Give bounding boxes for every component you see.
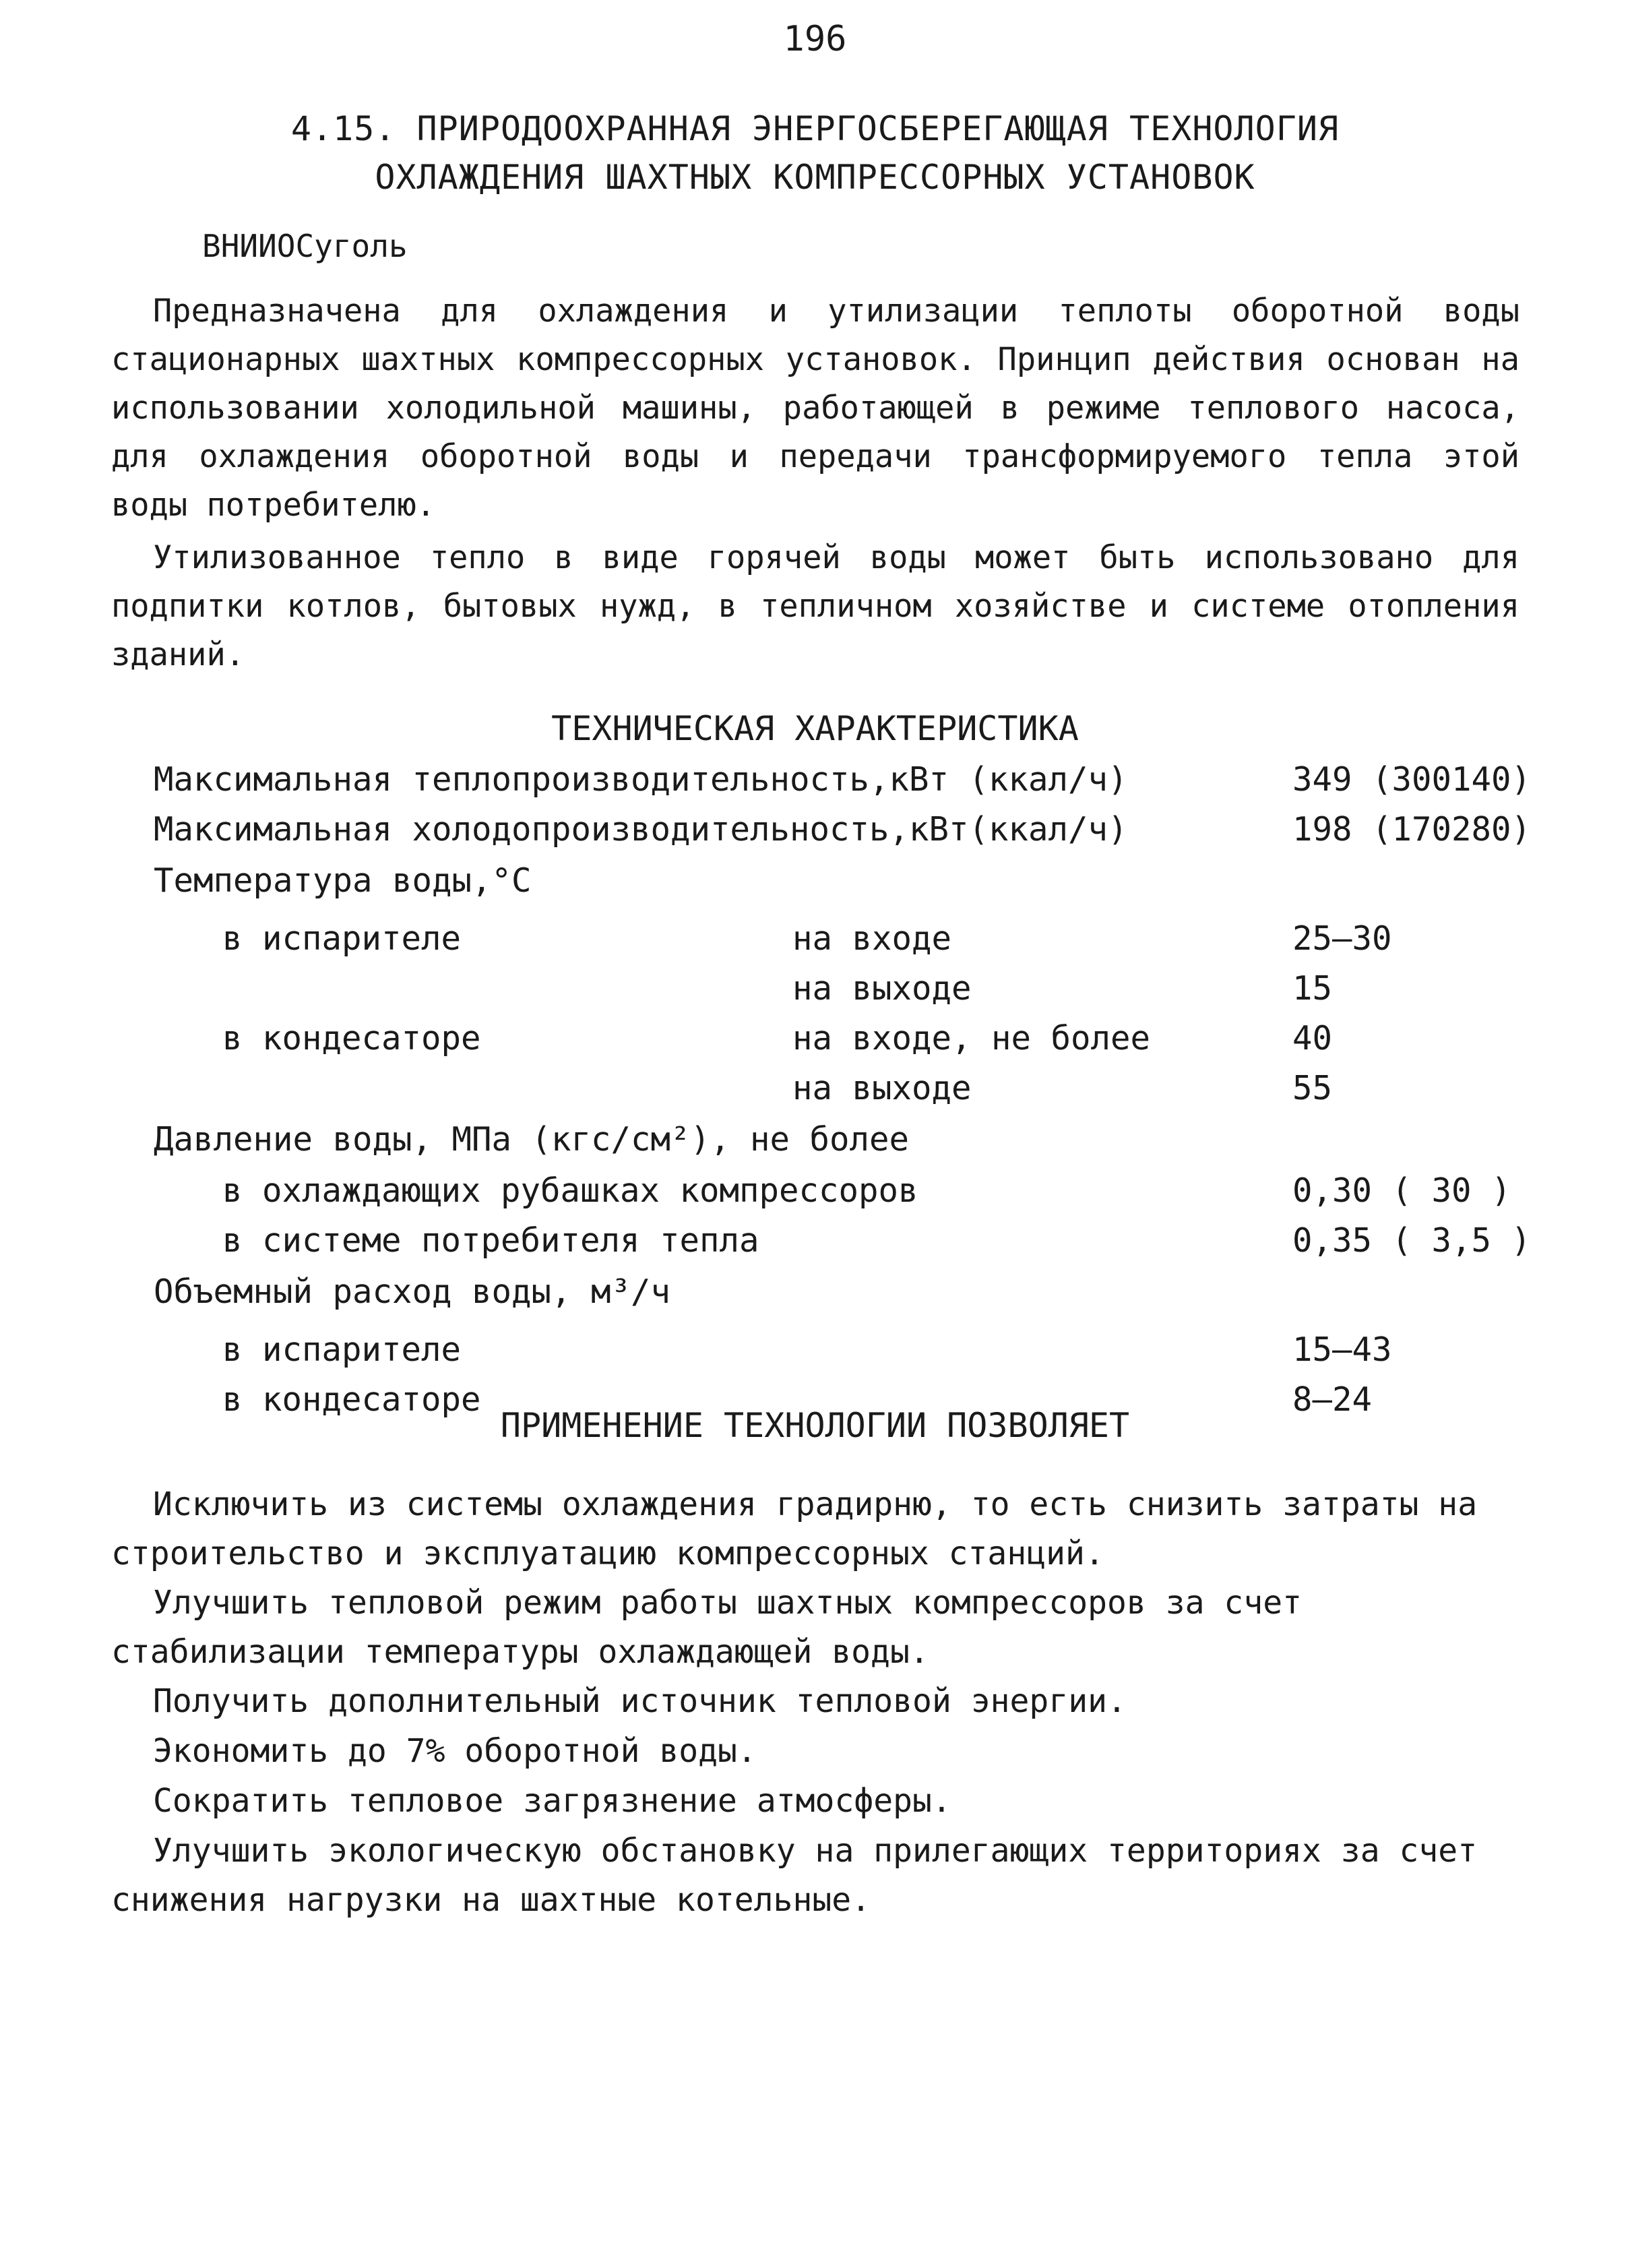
spec-row xyxy=(0,969,1630,1018)
spec-row xyxy=(0,1019,1630,1068)
spec-condition: на выходе xyxy=(792,1069,972,1107)
spec-value: 198 (170280) xyxy=(1292,810,1532,849)
spec-value: 15–43 xyxy=(1292,1330,1392,1369)
benefit-item: Сократить тепловое загрязнение атмосферы. xyxy=(153,1782,951,1820)
spec-row xyxy=(0,1330,1630,1379)
benefit-item: Получить дополнительный источник тепловой энергии. xyxy=(153,1682,1127,1720)
benefit-item: Исключить из системы охлаждения градирню, то есть снизить затраты на строительство и эксплуатацию компрессорных станций. xyxy=(111,1485,1478,1572)
spec-row xyxy=(0,1273,1630,1321)
spec-value: 25–30 xyxy=(1292,919,1392,958)
spec-row xyxy=(0,919,1630,968)
spec-row xyxy=(0,1221,1630,1270)
spec-value: 0,35 ( 3,5 ) xyxy=(1292,1221,1532,1260)
benefit-item: Улучшить тепловой режим работы шахтных компрессоров за счет стабилизации температуры охлаждающей воды. xyxy=(111,1584,1303,1671)
benefits-heading: ПРИМЕНЕНИЕ ТЕХНОЛОГИИ ПОЗВОЛЯЕТ xyxy=(500,1406,1130,1445)
spec-condition: на входе, не более xyxy=(792,1019,1151,1058)
spec-condition: на входе xyxy=(792,919,952,958)
spec-label: в охлаждающих рубашках компрессоров xyxy=(222,1171,918,1210)
document-title-line-2: ОХЛАЖДЕНИЯ ШАХТНЫХ КОМПРЕССОРНЫХ УСТАНОВОК xyxy=(375,158,1255,197)
specs-heading: ТЕХНИЧЕСКАЯ ХАРАКТЕРИСТИКА xyxy=(551,709,1079,748)
spec-row xyxy=(0,760,1630,809)
spec-label: в системе потребителя тепла xyxy=(222,1221,759,1260)
document-title-line-1: 4.15. ПРИРОДООХРАННАЯ ЭНЕРГОСБЕРЕГАЮЩАЯ ТЕХНОЛОГИЯ xyxy=(290,109,1340,148)
spec-label: в испарителе xyxy=(222,919,462,958)
spec-row xyxy=(0,1120,1630,1169)
spec-value: 8–24 xyxy=(1292,1380,1373,1419)
description-paragraph-2: Утилизованное тепло в виде горячей воды может быть использовано для подпитки котлов, бытовых нужд, в тепличном хозяйстве и системе отопления зданий. xyxy=(111,539,1519,673)
spec-label: Давление воды, МПа (кгс/см²), не более xyxy=(154,1120,910,1159)
spec-label: в испарителе xyxy=(222,1330,462,1369)
spec-row xyxy=(0,1171,1630,1220)
spec-label: Температура воды,°С xyxy=(154,861,532,900)
spec-label: Максимальная холодопроизводительность,кВт(ккал/ч) xyxy=(154,810,1128,849)
spec-row xyxy=(0,810,1630,859)
spec-condition: на выходе xyxy=(792,969,972,1008)
spec-value: 15 xyxy=(1292,969,1333,1008)
organization-name: ВНИИОСуголь xyxy=(202,228,408,264)
spec-label: в кондесаторе xyxy=(222,1380,481,1419)
spec-value: 0,30 ( 30 ) xyxy=(1292,1171,1511,1210)
benefit-item: Экономить до 7% оборотной воды. xyxy=(153,1732,757,1770)
page-number: 196 xyxy=(783,19,847,59)
spec-label: Максимальная теплопроизводительность,кВт (ккал/ч) xyxy=(154,760,1128,799)
spec-value: 40 xyxy=(1292,1019,1333,1058)
description-paragraph-1: Предназначена для охлаждения и утилизации теплоты оборотной воды стационарных шахтных компрессорных установок. Принцип действия основан на использовании холодильной машины, работающей в режиме теплового насоса, для охлаждения оборотной воды и передачи трансформируемого тепла этой воды потребителю. xyxy=(111,293,1519,524)
spec-value: 349 (300140) xyxy=(1292,760,1532,799)
benefit-item: Улучшить экологическую обстановку на прилегающих территориях за счет снижения нагрузки на шахтные котельные. xyxy=(111,1832,1478,1919)
spec-label: в кондесаторе xyxy=(222,1019,481,1058)
spec-row xyxy=(0,861,1630,910)
spec-label: Объемный расход воды, м³/ч xyxy=(154,1273,671,1311)
spec-row xyxy=(0,1069,1630,1117)
spec-value: 55 xyxy=(1292,1069,1333,1107)
